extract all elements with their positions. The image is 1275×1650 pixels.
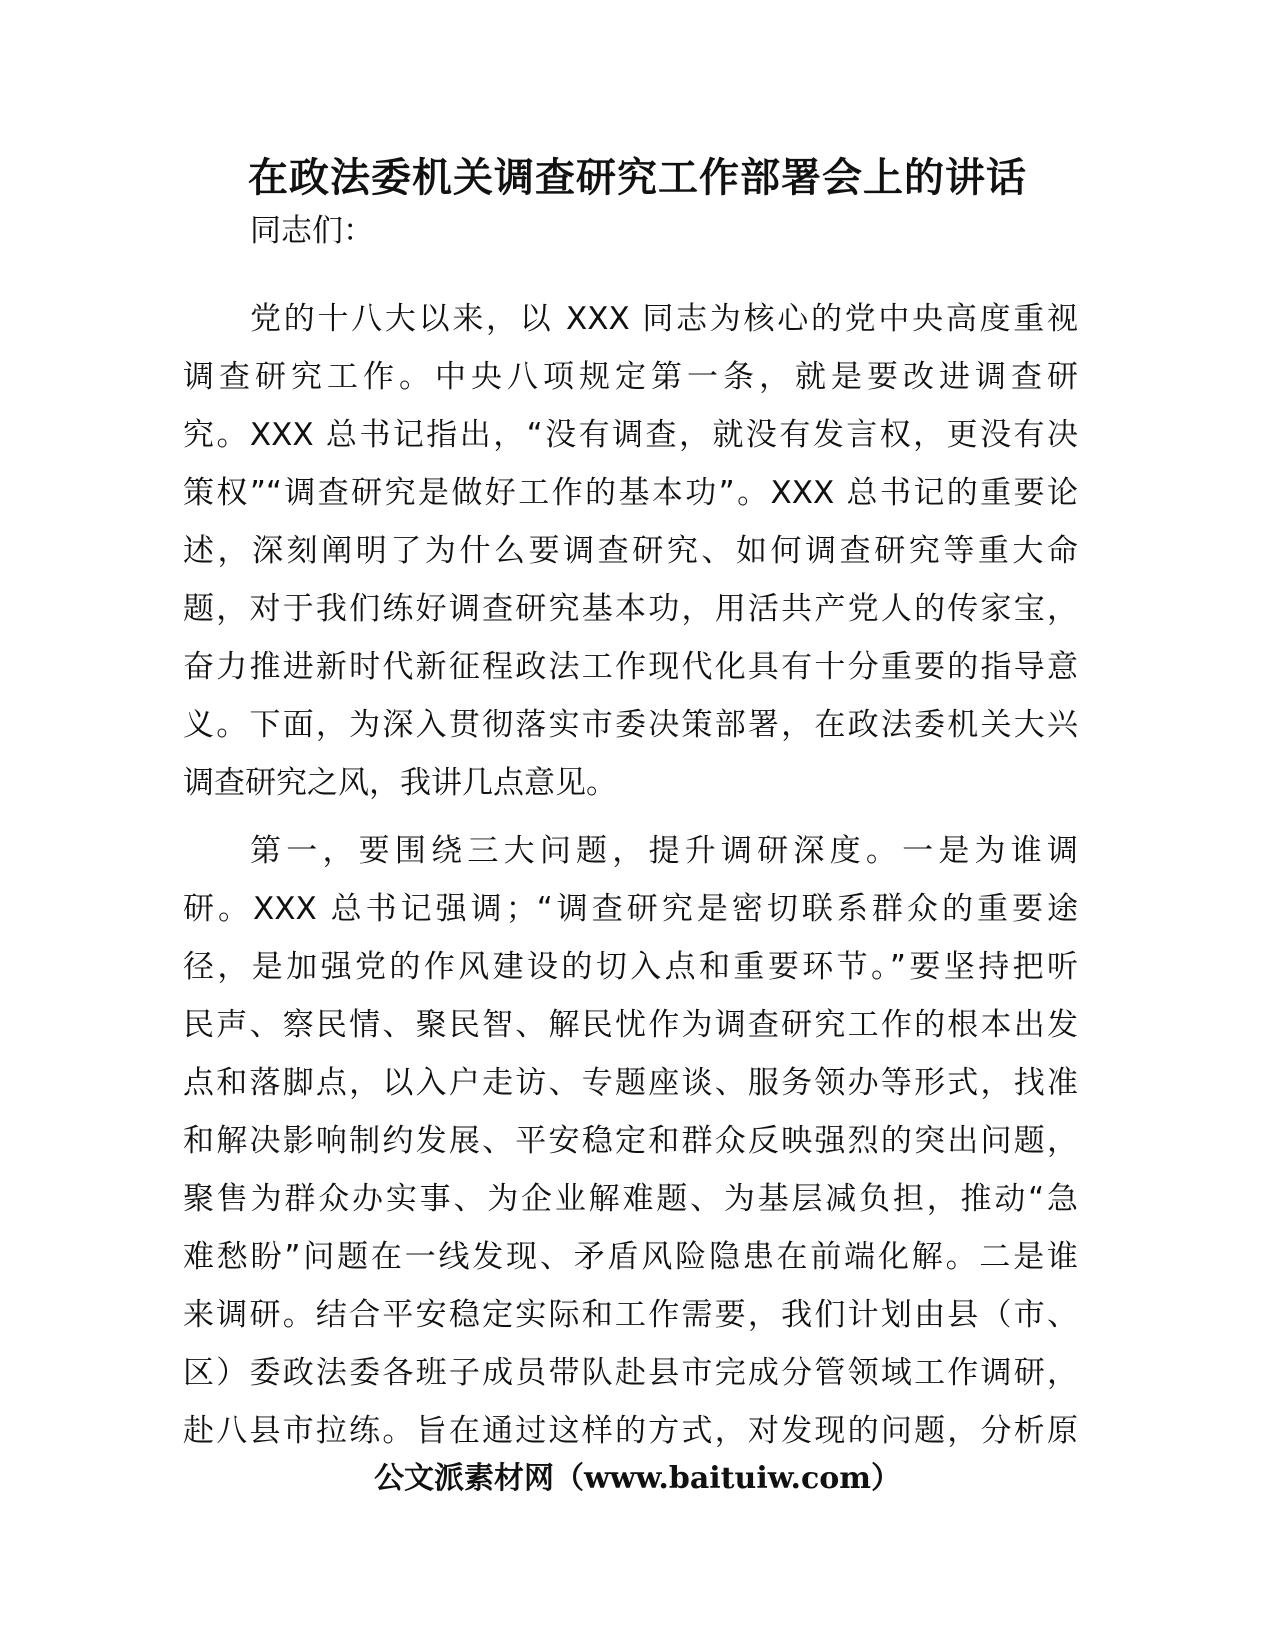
paragraph-1-line: 党的十八大以来，以 XXX 同志为核心的党中央高度重视 bbox=[250, 301, 1078, 337]
greeting: 同志们： bbox=[250, 213, 374, 249]
paragraph-2-line: 第一，要围绕三大问题，提升调研深度。一是为谁调 bbox=[250, 833, 1078, 869]
paragraph-1-line: 述，深刻阐明了为什么要调查研究、如何调查研究等重大命 bbox=[183, 533, 1078, 569]
paragraph-2-line: 难愁盼”问题在一线发现、矛盾风险隐患在前端化解。二是谁 bbox=[183, 1239, 1078, 1275]
footer-watermark: 公文派素材网（www.baituiw.com） bbox=[373, 1461, 902, 1496]
paragraph-2-line: 区）委政法委各班子成员带队赴县市完成分管领域工作调研， bbox=[183, 1355, 1078, 1391]
paragraph-2-line: 研。XXX 总书记强调；“调查研究是密切联系群众的重要途 bbox=[183, 891, 1078, 927]
document-title: 在政法委机关调查研究工作部署会上的讲话 bbox=[248, 155, 1027, 201]
paragraph-1-line: 调查研究之风，我讲几点意见。 bbox=[183, 765, 617, 801]
paragraph-2-line: 民声、察民情、聚民智、解民忧作为调查研究工作的根本出发 bbox=[183, 1007, 1078, 1043]
paragraph-1-line: 策权”“调查研究是做好工作的基本功”。XXX 总书记的重要论 bbox=[183, 475, 1078, 511]
paragraph-2-line: 赴八县市拉练。旨在通过这样的方式，对发现的问题，分析原 bbox=[183, 1413, 1078, 1449]
paragraph-2-line: 径，是加强党的作风建设的切入点和重要环节。”要坚持把听 bbox=[183, 949, 1078, 985]
paragraph-2-line: 来调研。结合平安稳定实际和工作需要，我们计划由县（市、 bbox=[183, 1297, 1078, 1333]
paragraph-2-line: 点和落脚点，以入户走访、专题座谈、服务领办等形式，找准 bbox=[183, 1065, 1078, 1101]
paragraph-1-line: 奋力推进新时代新征程政法工作现代化具有十分重要的指导意 bbox=[183, 649, 1078, 685]
paragraph-1-line: 调查研究工作。中央八项规定第一条，就是要改进调查研 bbox=[183, 359, 1078, 395]
paragraph-1-line: 究。XXX 总书记指出，“没有调查，就没有发言权，更没有决 bbox=[183, 417, 1078, 453]
paragraph-2-line: 聚售为群众办实事、为企业解难题、为基层减负担，推动“急 bbox=[183, 1181, 1078, 1217]
document-body bbox=[183, 290, 1078, 1460]
paragraph-1-line: 题，对于我们练好调查研究基本功，用活共产党人的传家宝， bbox=[183, 591, 1078, 627]
paragraph-2-line: 和解决影响制约发展、平安稳定和群众反映强烈的突出问题， bbox=[183, 1123, 1078, 1159]
paragraph-1-line: 义。下面，为深入贯彻落实市委决策部署，在政法委机关大兴 bbox=[183, 707, 1078, 743]
paragraph-gap bbox=[183, 812, 1078, 822]
